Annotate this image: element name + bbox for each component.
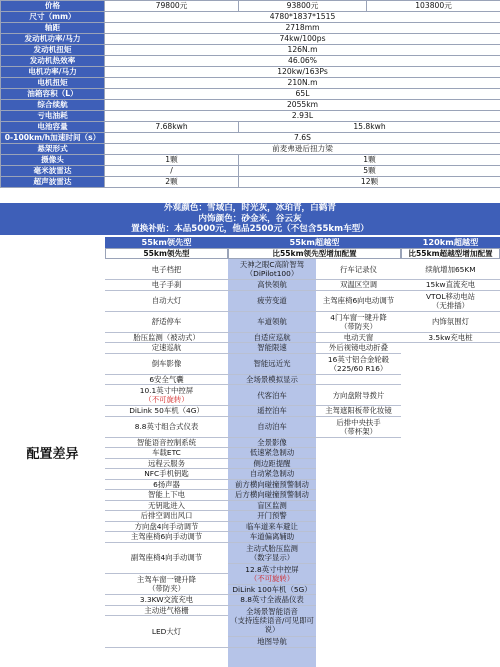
spec-label: 油箱容积（L） <box>1 89 105 100</box>
spec-value: 46.06% <box>105 56 500 67</box>
config-item-text: 车道偏离辅助 <box>249 532 295 542</box>
config-item <box>401 333 500 344</box>
spec-value: 4780*1837*1515 <box>105 12 500 23</box>
config-item <box>228 522 316 533</box>
spec-value: 2颗 <box>105 177 239 188</box>
spec-row <box>1 23 500 34</box>
config-item <box>228 343 316 354</box>
config-item <box>316 406 401 417</box>
config-item <box>105 259 228 280</box>
config-item <box>316 417 401 438</box>
spec-label: 亏电油耗 <box>1 111 105 122</box>
config-item-subtext: （DiPilot100） <box>245 269 299 278</box>
spec-row <box>1 78 500 89</box>
config-item-text: 智能远近光 <box>253 359 291 368</box>
config-item-text: 8.8英寸组合式仪表 <box>134 422 199 431</box>
subheader-55km-leading: 55km领先型 <box>105 248 228 259</box>
config-item-text: 4门车窗一键升降 <box>330 312 387 322</box>
subheader-120km-surpass: 比55km超越型增加配置 <box>401 248 500 259</box>
config-item <box>105 574 228 595</box>
config-item <box>105 291 228 312</box>
config-item-text: 智能上下电 <box>148 490 185 500</box>
config-item <box>105 501 228 512</box>
config-item <box>316 280 401 291</box>
config-item <box>228 606 316 638</box>
config-item <box>228 511 316 522</box>
spec-label: 综合续航 <box>1 100 105 111</box>
trade-in-subsidy: 置换补贴：本品5000元，他品2500元（不包含55km车型） <box>131 224 369 235</box>
config-item-text: 10.1英寸中控屏 <box>139 386 194 395</box>
config-item-text: 代客泊车 <box>257 390 287 400</box>
config-item <box>228 637 316 648</box>
config-item <box>105 606 228 617</box>
config-item-text: 主驾车窗一键升降 <box>136 575 197 584</box>
spec-label: 悬架形式 <box>1 144 105 155</box>
config-item <box>228 406 316 417</box>
config-item-text: 遥控泊车 <box>257 406 287 416</box>
spec-row <box>1 177 500 188</box>
config-item <box>228 375 316 386</box>
config-item-text: 高快领航 <box>257 280 287 290</box>
config-item <box>228 417 316 438</box>
spec-row <box>1 45 500 56</box>
config-item-text: VTOL移动电站 <box>425 291 476 301</box>
config-item <box>105 417 228 438</box>
price-label: 价格 <box>1 1 105 12</box>
spec-label: 电机扭矩 <box>1 78 105 89</box>
config-item-text: 电子档把 <box>151 264 182 274</box>
config-item-text: 定速巡航 <box>151 343 182 353</box>
config-item <box>105 448 228 459</box>
config-item-text: 无钥匙进入 <box>148 500 185 510</box>
spec-value: 2.93L <box>105 111 500 122</box>
config-item-text: 后排中央扶手 <box>336 417 381 427</box>
config-column-120km-added <box>401 259 500 667</box>
interior-colors: 内饰颜色：砂金米，谷云灰 <box>198 213 302 224</box>
spec-row <box>1 89 500 100</box>
config-item <box>228 259 316 280</box>
spec-row <box>1 12 500 23</box>
color-subsidy-banner <box>0 203 500 235</box>
spec-row <box>1 166 500 177</box>
config-item-text: 天神之眼C高阶智驾 <box>239 260 305 269</box>
config-item <box>228 385 316 406</box>
config-item <box>316 385 401 406</box>
config-item <box>105 280 228 291</box>
config-item <box>105 385 228 406</box>
config-item <box>316 259 401 280</box>
spec-value: 74kw/100ps <box>105 34 500 45</box>
config-item <box>105 375 228 386</box>
header-55km-surpass: 55km超越型 <box>228 237 401 248</box>
config-item <box>228 543 316 564</box>
config-item-text: NFC手机钥匙 <box>144 469 189 479</box>
config-item <box>228 595 316 606</box>
config-item <box>105 532 228 543</box>
config-item <box>228 312 316 333</box>
config-item-text: 3.3KW交流充电 <box>139 595 194 605</box>
spec-value: 5颗 <box>239 166 500 177</box>
spec-row <box>1 133 500 144</box>
config-item <box>105 312 228 333</box>
config-item <box>228 585 316 596</box>
config-item-text: 后方横向碰撞预警制动 <box>235 490 309 500</box>
config-item-text: 主动进气格栅 <box>144 605 189 615</box>
config-item-text: 侧边距提醒 <box>253 458 291 468</box>
config-item <box>105 543 228 575</box>
config-item-text: 全场景智能语音 <box>246 607 298 617</box>
trim-price: 103800元 <box>367 1 500 12</box>
config-item-text: 电动天窗 <box>343 332 374 342</box>
config-item-subtext: （带防夹） <box>148 584 185 593</box>
config-item <box>228 480 316 491</box>
spec-value: 120kw/163Ps <box>105 67 500 78</box>
config-item <box>228 564 316 585</box>
config-item-text: 车道领航 <box>257 317 287 326</box>
config-item-note: （不可旋转） <box>249 573 295 583</box>
config-item-text: 盲区监测 <box>257 500 287 510</box>
config-item-text: 智能限速 <box>257 343 287 353</box>
config-item <box>105 490 228 501</box>
config-item-text: 内饰氛围灯 <box>432 317 469 326</box>
config-item-subtext: （数字显示） <box>249 552 295 562</box>
spec-value: 7.6S <box>105 133 500 144</box>
config-item <box>105 343 228 354</box>
config-item-text: 疲劳变道 <box>257 296 287 305</box>
config-item-text: 6扬声器 <box>153 479 180 489</box>
spec-value: 210N.m <box>105 78 500 89</box>
spec-value: 2055km <box>105 100 500 111</box>
config-item <box>105 480 228 491</box>
config-item-text: 15kw直流充电 <box>425 280 476 290</box>
trim-price: 79800元 <box>105 1 239 12</box>
config-item-text: 自动大灯 <box>151 296 182 305</box>
config-item-text: 续航增加65KM <box>425 264 476 274</box>
spec-row <box>1 111 500 122</box>
config-item <box>105 354 228 375</box>
config-item-text: 自动紧急制动 <box>249 469 295 479</box>
config-item <box>105 333 228 344</box>
config-item-text: 舒适停车 <box>151 317 182 326</box>
config-item <box>401 312 500 333</box>
config-item <box>105 522 228 533</box>
price-row <box>1 1 500 12</box>
config-item-text: 自动泊车 <box>257 422 287 431</box>
config-item-text: 16英寸铝合金轮毂 <box>327 354 390 364</box>
config-item <box>228 469 316 480</box>
config-item <box>228 333 316 344</box>
config-item <box>105 616 228 648</box>
spec-label: 轴距 <box>1 23 105 34</box>
config-item <box>316 333 401 344</box>
config-item <box>401 280 500 291</box>
spec-label: 0-100km/h加速时间（s） <box>1 133 105 144</box>
spec-label: 电机功率/马力 <box>1 67 105 78</box>
config-item-text: 主驾座椅6向电动调节 <box>322 296 395 305</box>
config-item-note: （不可旋转） <box>144 395 189 404</box>
spec-row <box>1 144 500 155</box>
config-item-text: 低速紧急制动 <box>249 448 295 458</box>
config-item <box>105 469 228 480</box>
spec-value: 126N.m <box>105 45 500 56</box>
spec-row <box>1 122 500 133</box>
config-item-text: 主驾座椅6向手动调节 <box>130 532 203 542</box>
config-item-text: 开门预警 <box>257 511 287 521</box>
trim-price: 93800元 <box>239 1 367 12</box>
config-item <box>105 511 228 522</box>
spec-row <box>1 56 500 67</box>
spec-label: 毫米波雷达 <box>1 166 105 177</box>
subheader-55km-surpass: 比55km领先型增加配置 <box>228 248 401 259</box>
config-diff-label: 配置差异 <box>0 237 106 667</box>
config-item-text: LED大灯 <box>151 626 182 636</box>
config-item <box>316 375 401 386</box>
spec-row <box>1 100 500 111</box>
header-120km-surpass: 120km超越型 <box>401 237 500 248</box>
spec-table <box>0 0 500 188</box>
config-item-text: 行车记录仪 <box>340 264 377 274</box>
config-item-subtext: （支持连续语音/可见即可说） <box>230 616 314 635</box>
config-item-text: DiLink 100车机（5G） <box>232 584 312 594</box>
config-item <box>105 595 228 606</box>
spec-value: 1颗 <box>239 155 500 166</box>
config-item-subtext: （225/60 R16） <box>329 363 388 373</box>
config-item-text: 3.5kw充电桩 <box>428 332 473 342</box>
config-item-text: 双温区空调 <box>340 280 377 290</box>
config-item-text: 倒车影像 <box>151 359 182 368</box>
spec-value: 前麦弗逊后扭力梁 <box>105 144 500 155</box>
spec-value: 1颗 <box>105 155 239 166</box>
config-item-text: 12.8英寸中控屏 <box>245 564 299 574</box>
config-column-surpass-added-2 <box>316 259 402 667</box>
config-item-text: 电子手刹 <box>151 280 182 290</box>
spec-value: 15.8kwh <box>239 122 500 133</box>
config-item-text: 外后视镜电动折叠 <box>328 343 389 353</box>
config-item <box>228 280 316 291</box>
config-item <box>316 291 401 312</box>
config-item <box>228 532 316 543</box>
config-item <box>105 406 228 417</box>
config-item-text: DiLink 50车机（4G） <box>129 406 204 416</box>
config-item-text: 6安全气囊 <box>149 374 184 384</box>
config-item-text: 全场景模拟显示 <box>246 374 298 384</box>
config-item <box>228 501 316 512</box>
spec-row <box>1 67 500 78</box>
config-item <box>401 259 500 280</box>
spec-label: 超声波雷达 <box>1 177 105 188</box>
config-item-text: 远程云服务 <box>148 458 185 468</box>
config-item <box>316 343 401 354</box>
config-item <box>401 291 500 312</box>
spec-row <box>1 155 500 166</box>
config-item-text: 方向盘附导拨片 <box>332 390 385 400</box>
spec-label: 发动机扭矩 <box>1 45 105 56</box>
config-item-text: 地图导航 <box>257 637 287 647</box>
config-item-text: 8.8英寸全液晶仪表 <box>240 595 304 605</box>
config-item-text: 主动式胎压监测 <box>246 543 298 553</box>
spec-value: 65L <box>105 89 500 100</box>
config-column-surpass-added <box>228 259 317 667</box>
config-item-text: 车载ETC <box>152 448 181 458</box>
spec-value: 2718mm <box>105 23 500 34</box>
config-item-text: 临车道来车避让 <box>246 521 298 531</box>
spec-label: 发动机功率/马力 <box>1 34 105 45</box>
config-item-text: 自适应巡航 <box>253 332 291 342</box>
config-item-subtext: （无排插） <box>432 300 469 310</box>
config-item-text: 智能语音控制系统 <box>136 437 197 447</box>
config-item-subtext: （带防夹） <box>340 321 377 331</box>
config-item <box>316 354 401 375</box>
config-item-text: 主驾遮阳板带化妆镜 <box>325 406 392 416</box>
spec-label: 摄像头 <box>1 155 105 166</box>
spec-value: 12颗 <box>239 177 500 188</box>
config-item <box>316 312 401 333</box>
exterior-colors: 外观颜色：雪域白，时光灰，冰珀青，白鹤青 <box>164 203 336 213</box>
config-item <box>105 459 228 470</box>
config-item <box>105 438 228 449</box>
config-item <box>228 438 316 449</box>
spec-value: / <box>105 166 239 177</box>
config-item <box>228 448 316 459</box>
config-item <box>228 291 316 312</box>
config-item <box>228 459 316 470</box>
spec-value: 7.68kwh <box>105 122 239 133</box>
config-item <box>228 490 316 501</box>
config-item-subtext: （带杯架） <box>340 426 377 436</box>
header-55km-leading: 55km领先型 <box>105 237 228 248</box>
config-item-text: 方向盘4向手动调节 <box>134 521 199 531</box>
spec-label: 发动机热效率 <box>1 56 105 67</box>
config-item-text: 后排空调出风口 <box>140 511 193 521</box>
config-item-text: 全景影像 <box>257 437 287 447</box>
config-item-text: 胎压监测（被动式） <box>133 332 200 342</box>
spec-row <box>1 34 500 45</box>
spec-label: 尺寸（mm） <box>1 12 105 23</box>
config-item <box>228 354 316 375</box>
config-item-text: 副驾座椅4向手动调节 <box>130 553 203 563</box>
config-column-leading <box>105 259 229 667</box>
spec-label: 电池容量 <box>1 122 105 133</box>
config-item-text: 前方横向碰撞预警制动 <box>235 479 309 489</box>
